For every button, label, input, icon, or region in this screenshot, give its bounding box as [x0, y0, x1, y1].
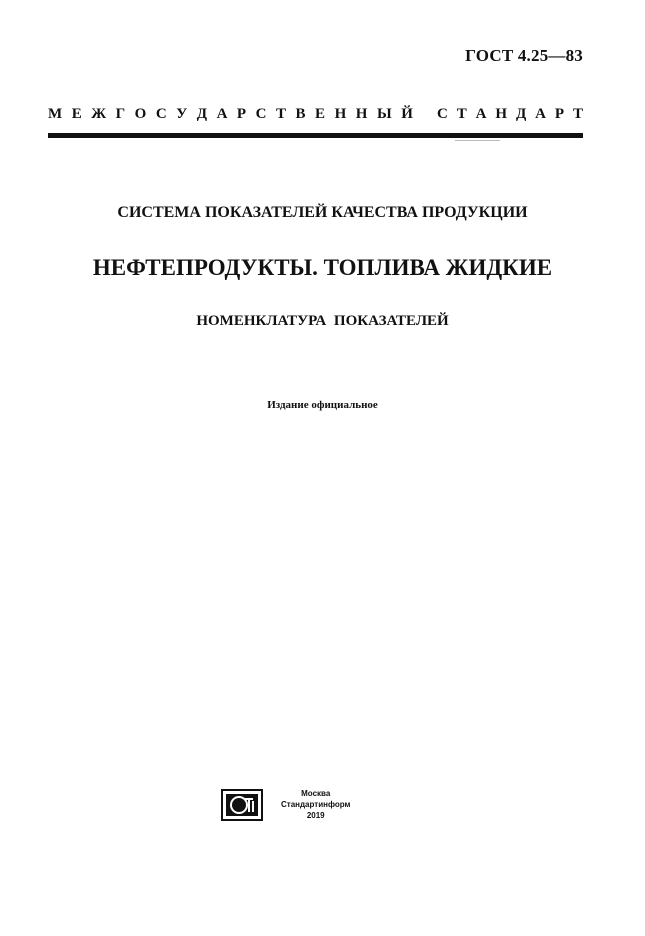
- standard-word: [437, 106, 583, 123]
- header-rule: [48, 133, 583, 138]
- publisher-year: 2019: [306, 811, 325, 820]
- banner-letter: Ы: [376, 106, 392, 122]
- banner-letter: Н: [334, 106, 347, 122]
- banner-letter: О: [134, 106, 147, 122]
- banner-letter: Т: [456, 106, 467, 122]
- banner-letter: А: [535, 106, 546, 122]
- interstate-word: [48, 106, 413, 123]
- standartinform-logo-icon: [221, 789, 263, 821]
- document-title: НЕФТЕПРОДУКТЫ. ТОПЛИВА ЖИДКИЕ: [92, 255, 553, 280]
- banner-letter: Д: [196, 106, 208, 122]
- banner-letter: Р: [236, 106, 247, 122]
- banner-letter: Т: [572, 106, 583, 122]
- system-line: СИСТЕМА ПОКАЗАТЕЛЕЙ КАЧЕСТВА ПРОДУКЦИИ: [117, 204, 528, 221]
- publisher-name: Стандартинформ: [281, 800, 351, 809]
- banner-letter: Р: [554, 106, 565, 122]
- banner-letter: Е: [315, 106, 326, 122]
- publisher-block: [221, 788, 350, 821]
- publisher-imprint: [281, 788, 350, 821]
- banner-letter: М: [48, 106, 63, 122]
- banner-letter: У: [176, 106, 188, 122]
- banner-letter: С: [437, 106, 448, 122]
- banner-letter: Н: [355, 106, 368, 122]
- publisher-city: Москва: [301, 789, 331, 798]
- document-code: ГОСТ 4.25—83: [465, 46, 583, 65]
- banner-letter: Д: [515, 106, 527, 122]
- interstate-standard-banner: [48, 106, 583, 123]
- banner-letter: Н: [495, 106, 508, 122]
- banner-letter: В: [295, 106, 306, 122]
- banner-letter: Г: [115, 106, 126, 122]
- banner-letter: Ж: [91, 106, 107, 122]
- banner-letter: Й: [401, 106, 413, 122]
- banner-letter: Т: [275, 106, 286, 122]
- banner-letter: А: [475, 106, 487, 122]
- rule-artifact: [455, 140, 500, 141]
- banner-letter: С: [155, 106, 167, 122]
- banner-letter: С: [255, 106, 267, 122]
- document-subtitle: НОМЕНКЛАТУРА ПОКАЗАТЕЛЕЙ: [196, 313, 449, 329]
- banner-letter: А: [216, 106, 228, 122]
- banner-letter: Е: [71, 106, 82, 122]
- edition-note: Издание официальное: [267, 399, 378, 411]
